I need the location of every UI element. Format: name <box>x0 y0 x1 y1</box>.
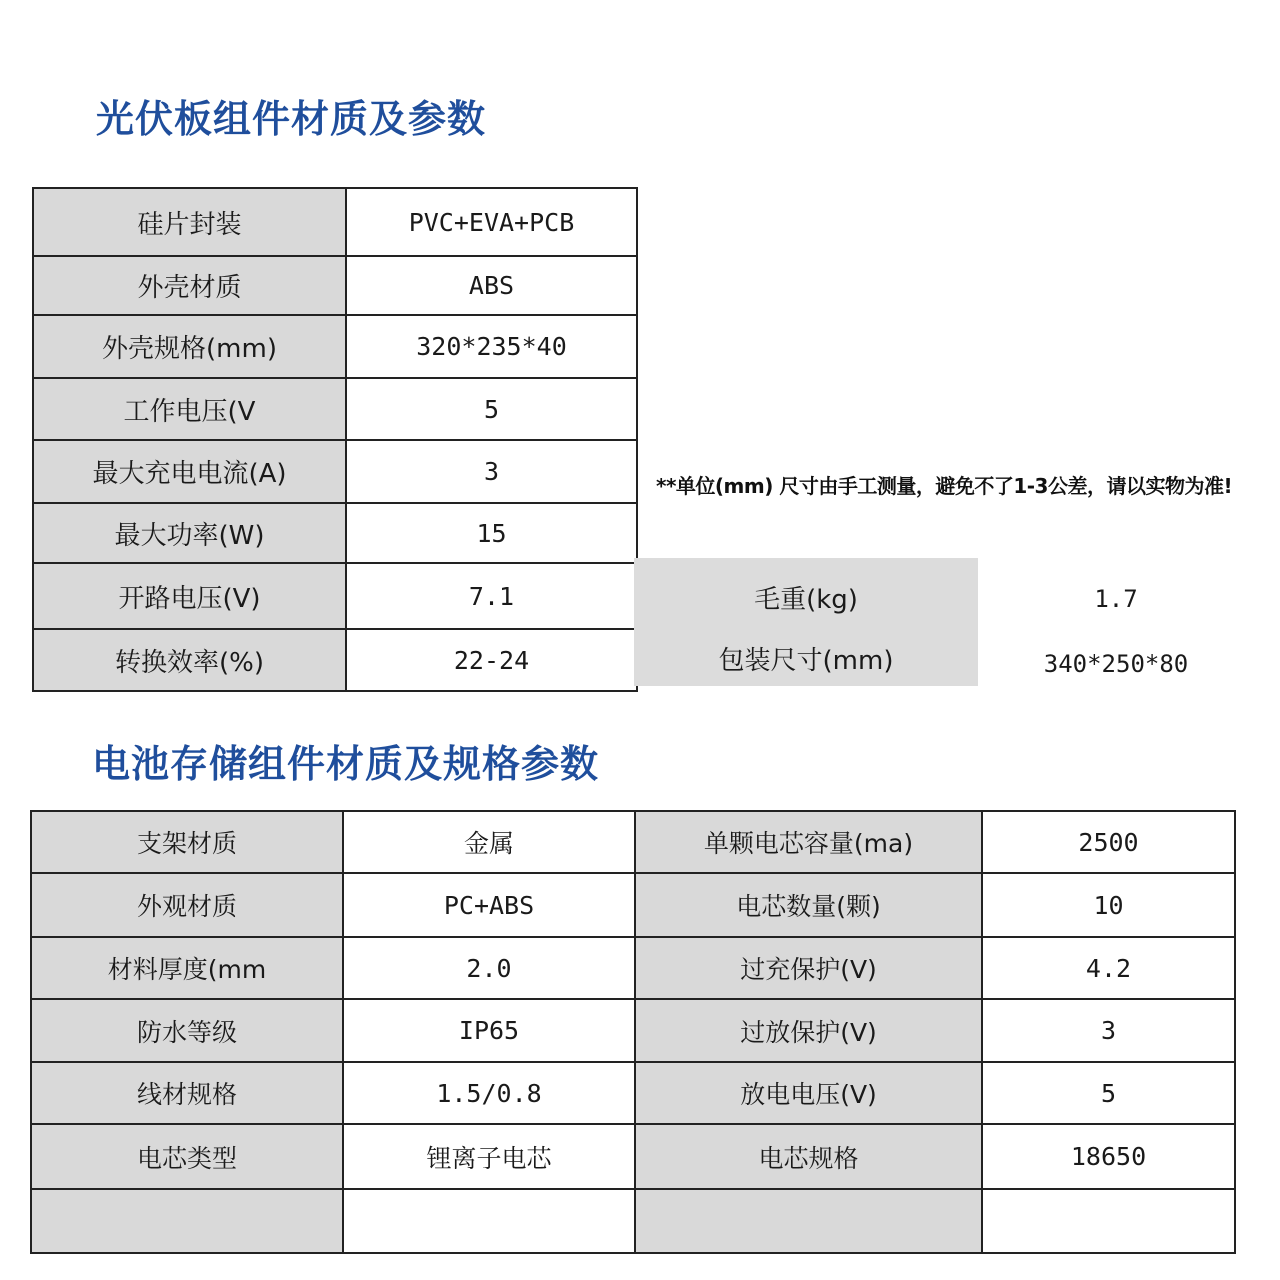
table-row <box>33 503 637 563</box>
battery-spec-table <box>30 810 1236 1254</box>
table-row <box>31 1062 1235 1124</box>
weight-value: 1.7 <box>1094 585 1138 613</box>
table-row <box>31 811 1235 873</box>
spec-value: 320*235*40 <box>346 315 637 378</box>
spec-label: 电芯规格 <box>635 1124 982 1189</box>
spec-value: 15 <box>346 503 637 563</box>
spec-label: 防水等级 <box>31 999 343 1062</box>
spec-label: 最大功率(W) <box>33 503 346 563</box>
spec-label: 过放保护(V) <box>635 999 982 1062</box>
table-row <box>31 999 1235 1062</box>
spec-label: 工作电压(V <box>33 378 346 440</box>
package-size-label: 包装尺寸(mm) <box>718 646 894 676</box>
spec-label: 线材规格 <box>31 1062 343 1124</box>
solar-spec-table <box>32 187 638 692</box>
spec-label: 过充保护(V) <box>635 937 982 999</box>
table-row <box>31 1189 1235 1253</box>
spec-value <box>343 1189 635 1253</box>
spec-label: 电芯数量(颗) <box>635 873 982 937</box>
spec-value: 10 <box>982 873 1235 937</box>
table-row <box>33 188 637 256</box>
table-row <box>33 440 637 503</box>
spec-value: PC+ABS <box>343 873 635 937</box>
spec-label: 支架材质 <box>31 811 343 873</box>
spec-label: 材料厚度(mm <box>31 937 343 999</box>
solar-section-title: 光伏板组件材质及参数 <box>96 97 487 141</box>
spec-value: ABS <box>346 256 637 315</box>
table-row <box>31 937 1235 999</box>
table-row <box>31 1124 1235 1189</box>
spec-value: 7.1 <box>346 563 637 629</box>
spec-value: 2.0 <box>343 937 635 999</box>
spec-value: 5 <box>346 378 637 440</box>
spec-value <box>982 1189 1235 1253</box>
spec-label: 单颗电芯容量(ma) <box>635 811 982 873</box>
spec-label <box>31 1189 343 1253</box>
spec-label: 最大充电电流(A) <box>33 440 346 503</box>
package-size-value: 340*250*80 <box>1043 650 1189 678</box>
spec-label: 转换效率(%) <box>33 629 346 691</box>
spec-value: 2500 <box>982 811 1235 873</box>
table-row <box>33 563 637 629</box>
spec-value: 4.2 <box>982 937 1235 999</box>
table-row <box>33 315 637 378</box>
spec-label: 电芯类型 <box>31 1124 343 1189</box>
spec-label: 硅片封装 <box>33 188 346 256</box>
spec-label: 外壳规格(mm) <box>33 315 346 378</box>
weight-label: 毛重(kg) <box>754 585 858 615</box>
spec-value: 锂离子电芯 <box>343 1124 635 1189</box>
table-row <box>33 629 637 691</box>
spec-label <box>635 1189 982 1253</box>
spec-value: 3 <box>346 440 637 503</box>
table-row <box>33 256 637 315</box>
table-row <box>31 873 1235 937</box>
battery-section-title: 电池存储组件材质及规格参数 <box>92 742 600 786</box>
spec-value: 18650 <box>982 1124 1235 1189</box>
spec-label: 开路电压(V) <box>33 563 346 629</box>
spec-label: 外观材质 <box>31 873 343 937</box>
spec-label: 放电电压(V) <box>635 1062 982 1124</box>
spec-value: 1.5/0.8 <box>343 1062 635 1124</box>
spec-value: 22-24 <box>346 629 637 691</box>
spec-value: 5 <box>982 1062 1235 1124</box>
spec-value: IP65 <box>343 999 635 1062</box>
spec-label: 外壳材质 <box>33 256 346 315</box>
spec-value: 3 <box>982 999 1235 1062</box>
measurement-note: **单位(mm) 尺寸由手工测量，避免不了1-3公差，请以实物为准! <box>656 474 1233 498</box>
spec-value: 金属 <box>343 811 635 873</box>
table-row <box>33 378 637 440</box>
spec-value: PVC+EVA+PCB <box>346 188 637 256</box>
